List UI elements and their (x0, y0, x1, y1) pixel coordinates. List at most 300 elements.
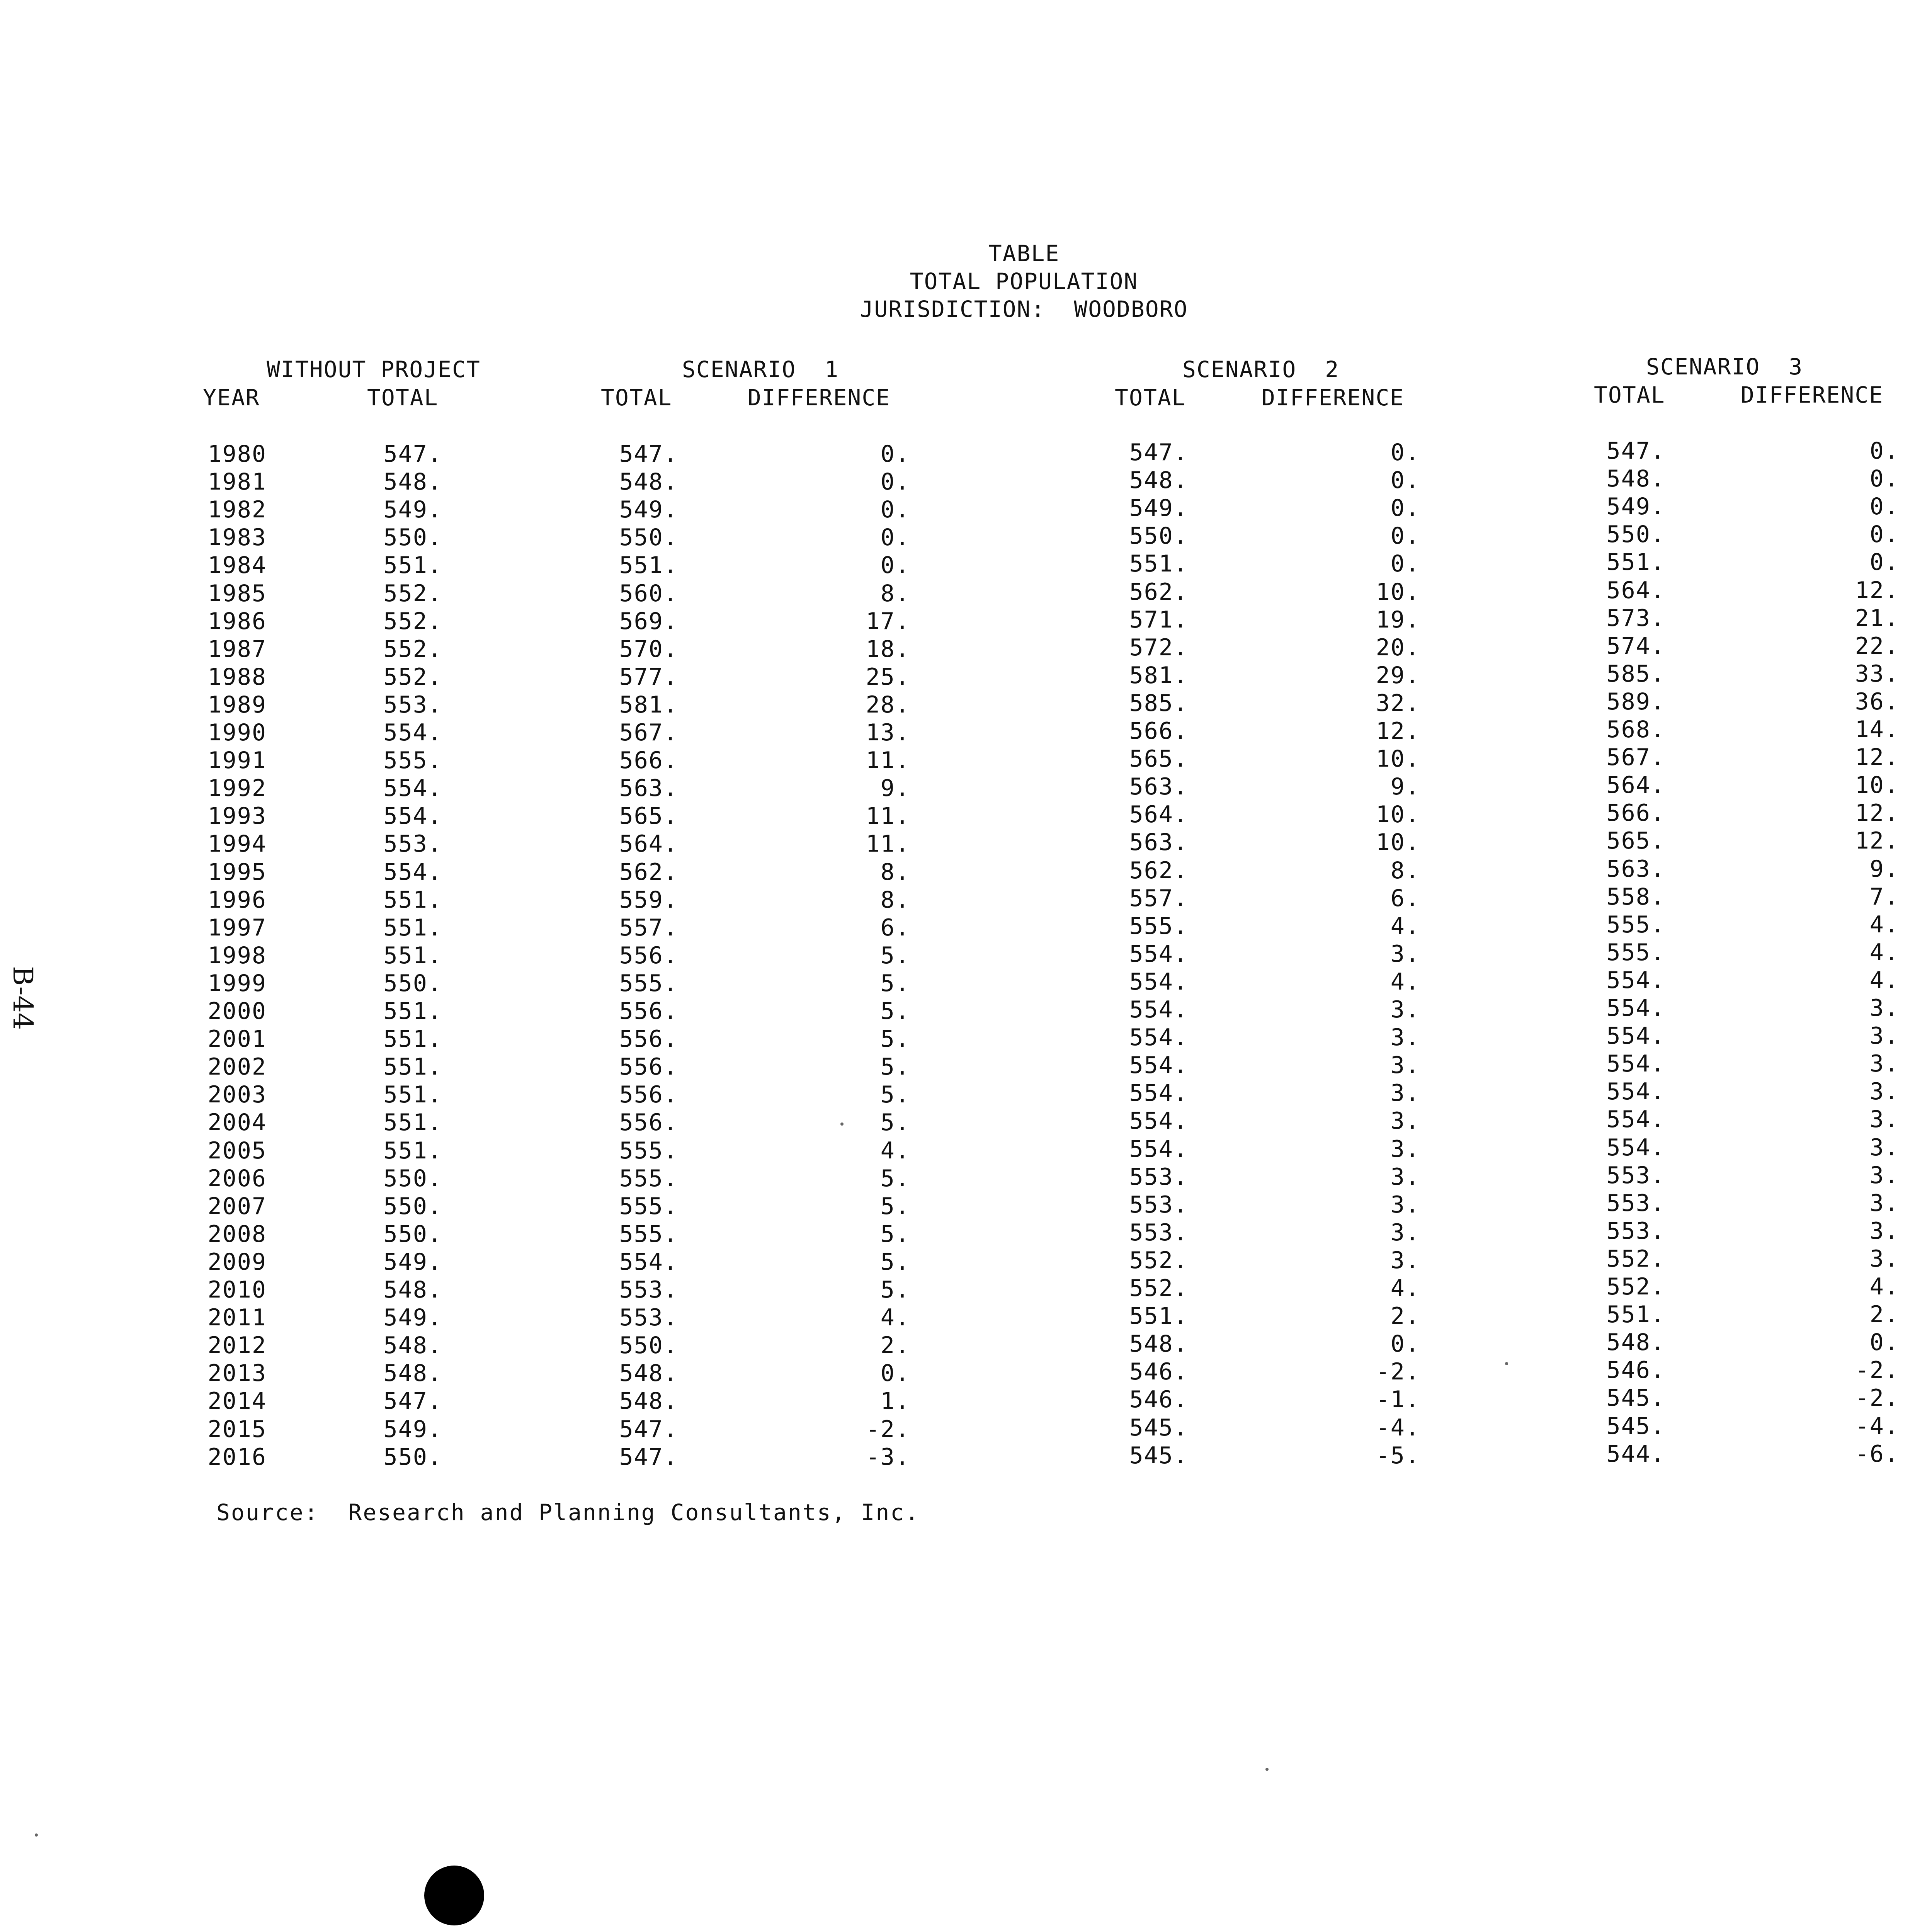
difference-cell: 554. (1129, 1107, 1188, 1135)
year-cell: 2014 (207, 1388, 267, 1415)
total-cell: 3. (1390, 1052, 1420, 1079)
total-cell: 0. (1390, 495, 1420, 522)
total-cell: 5. (880, 1192, 910, 1220)
total-cell: 4. (1390, 1275, 1420, 1302)
difference-cell: 548. (1606, 465, 1665, 493)
total-cell: 10. (1376, 801, 1420, 828)
difference-cell: 556. (619, 998, 678, 1025)
difference-cell: 544. (1606, 1440, 1665, 1468)
total-cell: -4. (1376, 1414, 1420, 1441)
total-cell: 10. (1855, 772, 1899, 799)
total-cell: 8. (1390, 857, 1420, 884)
difference-cell: 553. (1606, 1217, 1665, 1245)
total-cell: 554. (383, 858, 442, 886)
total-cell: 0. (1869, 493, 1899, 520)
total-cell: 551. (383, 886, 442, 913)
difference-cell: 546. (1606, 1357, 1665, 1384)
difference-cell: 554. (619, 1248, 678, 1276)
difference-cell: 549. (1606, 493, 1665, 520)
total-cell: 0. (1869, 465, 1899, 493)
total-cell: 10. (1376, 578, 1420, 605)
year-cell: 1997 (207, 914, 267, 941)
difference-cell: 547. (619, 1443, 678, 1471)
total-cell: 5. (880, 1276, 910, 1303)
total-cell: 553. (383, 691, 442, 718)
year-cell: 1991 (207, 747, 267, 774)
difference-cell: 558. (1606, 883, 1665, 910)
total-cell: 19. (1376, 606, 1420, 633)
total-cell: 3. (1869, 1245, 1899, 1272)
total-cell: 0. (1390, 550, 1420, 578)
difference-cell: 554. (1606, 1106, 1665, 1133)
total-cell: 5. (880, 969, 910, 997)
difference-cell: 581. (619, 691, 678, 718)
difference-cell: 555. (619, 1220, 678, 1248)
total-cell: 25. (866, 663, 910, 690)
difference-cell: 556. (619, 1109, 678, 1136)
total-cell: 11. (866, 747, 910, 774)
group-scenario-1: SCENARIO 1 (682, 356, 839, 383)
difference-cell: 547. (1129, 439, 1188, 466)
year-cell: 1986 (207, 607, 267, 635)
total-cell: 14. (1855, 716, 1899, 743)
punch-hole-left (424, 1866, 484, 1925)
total-cell: 3. (1869, 1078, 1899, 1105)
total-cell: -2. (1376, 1358, 1420, 1386)
total-cell: 0. (1869, 521, 1899, 548)
table-header (831, 240, 1217, 323)
total-cell: 11. (866, 830, 910, 858)
year-cell: 2003 (207, 1081, 267, 1109)
difference-cell: 550. (1606, 521, 1665, 548)
year-cell: 2006 (207, 1165, 267, 1192)
difference-cell: 547. (619, 440, 678, 468)
year-cell: 1998 (207, 942, 267, 969)
difference-cell: 547. (619, 1415, 678, 1443)
header-total-s1: TOTAL (601, 384, 672, 411)
total-cell: 4. (1869, 911, 1899, 938)
year-cell: 2001 (207, 1026, 267, 1053)
total-cell: 3. (1390, 996, 1420, 1023)
difference-cell: 553. (1606, 1189, 1665, 1217)
difference-cell: 574. (1606, 632, 1665, 660)
difference-cell: 563. (1129, 829, 1188, 856)
header-difference-s2: DIFFERENCE (1262, 384, 1405, 411)
year-cell: 2005 (207, 1137, 267, 1164)
difference-cell: 548. (619, 1388, 678, 1415)
year-cell: 1992 (207, 775, 267, 802)
year-cell: 1996 (207, 886, 267, 913)
year-cell: 2015 (207, 1415, 267, 1443)
total-cell: 548. (383, 1360, 442, 1387)
total-cell: 9. (1869, 855, 1899, 883)
difference-cell: 554. (1606, 1050, 1665, 1078)
difference-cell: 555. (619, 1165, 678, 1192)
difference-cell: 555. (1606, 939, 1665, 966)
total-cell: 29. (1376, 662, 1420, 689)
difference-cell: 565. (1129, 745, 1188, 773)
total-cell: 8. (880, 858, 910, 886)
total-cell: 549. (383, 1304, 442, 1332)
total-cell: 551. (383, 1053, 442, 1081)
total-cell: -2. (1855, 1384, 1899, 1412)
difference-cell: 577. (619, 663, 678, 690)
year-cell: 1999 (207, 969, 267, 997)
total-cell: 551. (383, 914, 442, 941)
total-cell: 5. (880, 942, 910, 969)
total-cell: 548. (383, 1332, 442, 1359)
total-cell: 3. (1390, 1191, 1420, 1218)
difference-cell: 555. (619, 1137, 678, 1164)
total-cell: 12. (1855, 799, 1899, 827)
total-cell: 3. (1869, 1217, 1899, 1245)
year-cell: 1995 (207, 858, 267, 886)
year-cell: 2012 (207, 1332, 267, 1359)
total-cell: 549. (383, 1415, 442, 1443)
total-cell: 1. (880, 1388, 910, 1415)
difference-cell: 545. (1129, 1442, 1188, 1469)
difference-cell: 564. (1606, 577, 1665, 604)
total-cell: 0. (880, 552, 910, 579)
total-cell: 4. (1869, 939, 1899, 966)
difference-cell: 550. (1129, 522, 1188, 550)
year-cell: 1990 (207, 719, 267, 746)
difference-cell: 551. (619, 552, 678, 579)
total-cell: 22. (1855, 632, 1899, 660)
total-cell: 550. (383, 1165, 442, 1192)
total-cell: 554. (383, 775, 442, 802)
total-cell: 20. (1376, 634, 1420, 661)
total-cell: 2. (1390, 1303, 1420, 1330)
difference-cell: 562. (1129, 857, 1188, 884)
total-cell: 554. (383, 803, 442, 830)
year-cell: 1993 (207, 803, 267, 830)
total-cell: 3. (1390, 1024, 1420, 1051)
difference-cell: 562. (619, 858, 678, 886)
difference-cell: 548. (1606, 1329, 1665, 1356)
difference-cell: 555. (619, 969, 678, 997)
header-total-s3: TOTAL (1594, 382, 1665, 408)
total-cell: 5. (880, 1026, 910, 1053)
year-cell: 1983 (207, 524, 267, 551)
total-cell: 11. (866, 803, 910, 830)
difference-cell: 565. (1606, 827, 1665, 855)
year-cell: 1994 (207, 830, 267, 858)
total-cell: 4. (880, 1304, 910, 1332)
difference-cell: 555. (619, 1192, 678, 1220)
total-cell: 550. (383, 1443, 442, 1471)
difference-cell: 571. (1129, 606, 1188, 633)
difference-cell: 556. (619, 1053, 678, 1081)
total-cell: 550. (383, 524, 442, 551)
difference-cell: 545. (1129, 1414, 1188, 1441)
total-cell: 5. (880, 1109, 910, 1136)
page-number: B-44 (7, 966, 39, 1030)
total-cell: 549. (383, 496, 442, 524)
difference-cell: 548. (619, 468, 678, 496)
total-cell: 0. (880, 524, 910, 551)
difference-cell: 555. (1606, 911, 1665, 938)
difference-cell: 566. (1129, 718, 1188, 745)
difference-cell: 546. (1129, 1386, 1188, 1413)
difference-cell: 553. (1129, 1163, 1188, 1190)
total-cell: 552. (383, 635, 442, 663)
total-cell: 6. (1390, 884, 1420, 912)
total-cell: 552. (383, 607, 442, 635)
difference-cell: 548. (1129, 1330, 1188, 1358)
total-cell: 32. (1376, 689, 1420, 717)
difference-cell: 548. (1129, 467, 1188, 494)
total-cell: 5. (880, 1220, 910, 1248)
header-year: YEAR (203, 384, 260, 411)
total-cell: 0. (1869, 437, 1899, 464)
difference-cell: 554. (1129, 1080, 1188, 1107)
total-cell: 548. (383, 468, 442, 496)
total-cell: 551. (383, 552, 442, 579)
total-cell: 28. (866, 691, 910, 718)
scan-speck (1505, 1362, 1508, 1365)
difference-cell: 585. (1606, 660, 1665, 687)
total-cell: 3. (1869, 1022, 1899, 1050)
total-cell: 2. (1869, 1301, 1899, 1328)
year-cell: 1985 (207, 580, 267, 607)
difference-cell: 552. (1606, 1273, 1665, 1300)
total-cell: 33. (1855, 660, 1899, 687)
year-cell: 1989 (207, 691, 267, 718)
total-cell: 551. (383, 1109, 442, 1136)
table-label: TABLE (988, 240, 1060, 267)
difference-cell: 573. (1606, 604, 1665, 632)
difference-cell: 589. (1606, 688, 1665, 715)
total-cell: 0. (880, 468, 910, 496)
total-cell: 12. (1855, 744, 1899, 771)
total-cell: 549. (383, 1248, 442, 1276)
scan-speck (840, 1122, 844, 1126)
total-cell: 3. (1390, 1080, 1420, 1107)
difference-cell: 548. (619, 1360, 678, 1387)
difference-cell: 552. (1129, 1275, 1188, 1302)
difference-cell: 554. (1129, 1135, 1188, 1163)
total-cell: 12. (1855, 577, 1899, 604)
total-cell: 555. (383, 747, 442, 774)
total-cell: 5. (880, 1053, 910, 1081)
year-cell: 2013 (207, 1360, 267, 1387)
total-cell: 550. (383, 1192, 442, 1220)
year-cell: 2004 (207, 1109, 267, 1136)
total-cell: 3. (1390, 1163, 1420, 1190)
total-cell: 12. (1376, 718, 1420, 745)
total-cell: 548. (383, 1276, 442, 1303)
year-cell: 2008 (207, 1220, 267, 1248)
total-cell: 10. (1376, 829, 1420, 856)
total-cell: 551. (383, 1137, 442, 1164)
year-cell: 2002 (207, 1053, 267, 1081)
year-cell: 1981 (207, 468, 267, 496)
total-cell: 0. (1390, 522, 1420, 550)
total-cell: 3. (1869, 1134, 1899, 1161)
difference-cell: 549. (1129, 495, 1188, 522)
total-cell: 5. (880, 998, 910, 1025)
difference-cell: 556. (619, 1081, 678, 1109)
difference-cell: 554. (1606, 1022, 1665, 1050)
difference-cell: 554. (1129, 940, 1188, 968)
total-cell: 550. (383, 1220, 442, 1248)
difference-cell: 554. (1606, 1134, 1665, 1161)
total-cell: 551. (383, 1081, 442, 1109)
difference-cell: 566. (1606, 799, 1665, 827)
difference-cell: 554. (1606, 966, 1665, 994)
difference-cell: 550. (619, 1332, 678, 1359)
difference-cell: 553. (1129, 1219, 1188, 1246)
difference-cell: 554. (1606, 1078, 1665, 1105)
difference-cell: 559. (619, 886, 678, 913)
year-cell: 1982 (207, 496, 267, 524)
total-cell: 4. (1869, 966, 1899, 994)
total-cell: 0. (1390, 1330, 1420, 1358)
total-cell: 3. (1869, 1162, 1899, 1189)
difference-cell: 562. (1129, 578, 1188, 605)
difference-cell: 555. (1129, 912, 1188, 940)
group-scenario-3: SCENARIO 3 (1646, 354, 1803, 380)
difference-cell: 545. (1606, 1384, 1665, 1412)
difference-cell: 567. (1606, 744, 1665, 771)
source-note: Source: Research and Planning Consultants, Inc. (216, 1499, 920, 1526)
difference-cell: 566. (619, 747, 678, 774)
difference-cell: 572. (1129, 634, 1188, 661)
total-cell: 3. (1869, 1106, 1899, 1133)
difference-cell: 556. (619, 1026, 678, 1053)
total-cell: 4. (880, 1137, 910, 1164)
difference-cell: 567. (619, 719, 678, 746)
table-jurisdiction: JURISDICTION: WOODBORO (860, 296, 1188, 322)
year-cell: 2007 (207, 1192, 267, 1220)
total-cell: -6. (1855, 1440, 1899, 1468)
total-cell: 8. (880, 886, 910, 913)
difference-cell: 547. (1606, 437, 1665, 464)
difference-cell: 565. (619, 803, 678, 830)
total-cell: 547. (383, 440, 442, 468)
difference-cell: 557. (1129, 884, 1188, 912)
total-cell: 3. (1390, 1135, 1420, 1163)
total-cell: 4. (1869, 1273, 1899, 1300)
total-cell: 9. (880, 775, 910, 802)
year-cell: 2009 (207, 1248, 267, 1276)
total-cell: 554. (383, 719, 442, 746)
total-cell: 36. (1855, 688, 1899, 715)
total-cell: 12. (1855, 827, 1899, 855)
total-cell: 3. (1869, 1189, 1899, 1217)
year-cell: 1988 (207, 663, 267, 690)
total-cell: 21. (1855, 604, 1899, 632)
table-title: TOTAL POPULATION (910, 268, 1138, 294)
total-cell: 2. (880, 1332, 910, 1359)
difference-cell: 568. (1606, 716, 1665, 743)
header-difference-s3: DIFFERENCE (1741, 382, 1884, 408)
total-cell: 551. (383, 1026, 442, 1053)
total-cell: -2. (866, 1415, 910, 1443)
difference-cell: 549. (619, 496, 678, 524)
total-cell: 3. (1390, 1219, 1420, 1246)
total-cell: 551. (383, 942, 442, 969)
total-cell: 0. (880, 1360, 910, 1387)
total-cell: 3. (1390, 1107, 1420, 1135)
scan-speck (1265, 1768, 1269, 1771)
difference-cell: 552. (1606, 1245, 1665, 1272)
difference-cell: 563. (1606, 855, 1665, 883)
difference-cell: 585. (1129, 689, 1188, 717)
year-cell: 2010 (207, 1276, 267, 1303)
header-total-s2: TOTAL (1115, 384, 1186, 411)
difference-cell: 556. (619, 942, 678, 969)
total-cell: 13. (866, 719, 910, 746)
total-cell: 5. (880, 1081, 910, 1109)
total-cell: 553. (383, 830, 442, 858)
year-cell: 1980 (207, 440, 267, 468)
difference-cell: 551. (1606, 549, 1665, 576)
difference-cell: 553. (1129, 1191, 1188, 1218)
total-cell: 3. (1869, 1050, 1899, 1078)
difference-cell: 554. (1129, 996, 1188, 1023)
difference-cell: 560. (619, 580, 678, 607)
difference-cell: 545. (1606, 1412, 1665, 1440)
difference-cell: 551. (1129, 1303, 1188, 1330)
difference-cell: 563. (1129, 773, 1188, 801)
difference-cell: 564. (1129, 801, 1188, 828)
year-cell: 2016 (207, 1443, 267, 1471)
difference-cell: 553. (1606, 1162, 1665, 1189)
difference-cell: 553. (619, 1304, 678, 1332)
total-cell: 0. (1869, 549, 1899, 576)
total-cell: 10. (1376, 745, 1420, 773)
total-cell: 5. (880, 1165, 910, 1192)
total-cell: 0. (1869, 1329, 1899, 1356)
total-cell: -5. (1376, 1442, 1420, 1469)
difference-cell: 551. (1606, 1301, 1665, 1328)
difference-cell: 550. (619, 524, 678, 551)
total-cell: 0. (1390, 439, 1420, 466)
difference-cell: 563. (619, 775, 678, 802)
total-cell: 552. (383, 580, 442, 607)
header-total-without: TOTAL (367, 384, 439, 411)
difference-cell: 564. (619, 830, 678, 858)
year-cell: 1984 (207, 552, 267, 579)
total-cell: 3. (1390, 940, 1420, 968)
total-cell: 6. (880, 914, 910, 941)
difference-cell: 554. (1129, 1052, 1188, 1079)
total-cell: 5. (880, 1248, 910, 1276)
total-cell: 0. (880, 496, 910, 524)
total-cell: -2. (1855, 1357, 1899, 1384)
difference-cell: 570. (619, 635, 678, 663)
total-cell: 547. (383, 1388, 442, 1415)
total-cell: 3. (1869, 995, 1899, 1022)
difference-cell: 554. (1129, 1024, 1188, 1051)
difference-cell: 553. (619, 1276, 678, 1303)
total-cell: 7. (1869, 883, 1899, 910)
year-cell: 2011 (207, 1304, 267, 1332)
total-cell: 9. (1390, 773, 1420, 801)
header-difference-s1: DIFFERENCE (748, 384, 891, 411)
difference-cell: 551. (1129, 550, 1188, 578)
total-cell: 4. (1390, 968, 1420, 995)
difference-cell: 581. (1129, 662, 1188, 689)
difference-cell: 557. (619, 914, 678, 941)
total-cell: 551. (383, 998, 442, 1025)
total-cell: 3. (1390, 1247, 1420, 1274)
difference-cell: 546. (1129, 1358, 1188, 1386)
total-cell: 550. (383, 969, 442, 997)
total-cell: 17. (866, 607, 910, 635)
